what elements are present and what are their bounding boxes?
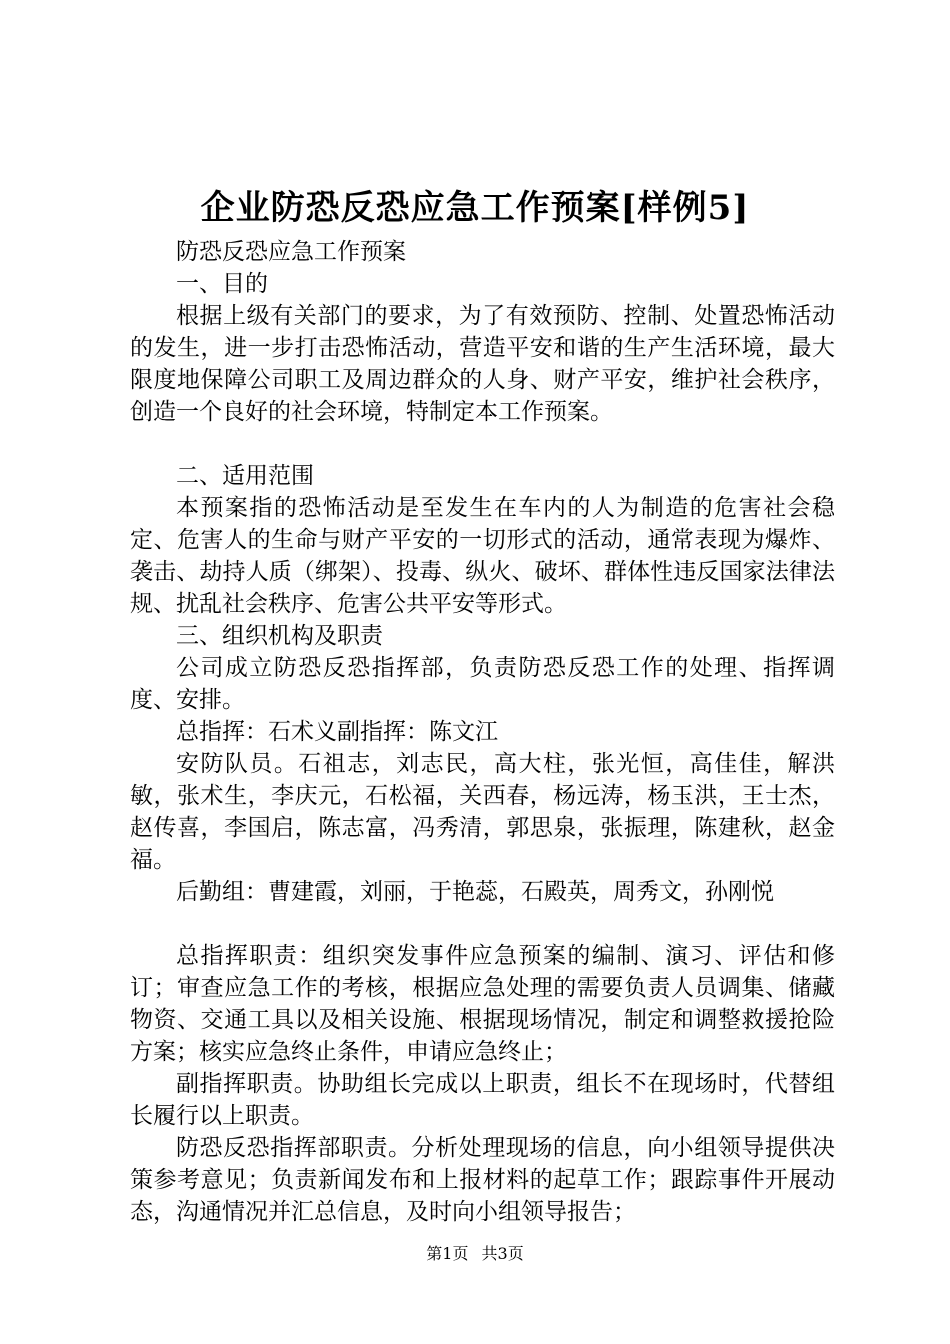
paragraph-heading: 防恐反恐应急工作预案 <box>176 239 406 265</box>
document-body <box>130 236 835 1228</box>
paragraph-scope: 本预案指的恐怖活动是至发生在车内的人为制造的危害社会稳定、危害人的生命与财产平安的一切形式的活动，通常表现为爆炸、袭击、劫持人质（绑架）、投毒、纵火、破坏、群体性违反国家法律法规、扰乱社会秩序、危害公共平安等形式。 <box>130 495 835 617</box>
blank-line <box>130 428 835 460</box>
paragraph-organization: 公司成立防恐反恐指挥部，负责防恐反恐工作的处理、指挥调度、安排。 <box>130 655 835 713</box>
paragraph-deputy-duties: 副指挥职责。协助组长完成以上职责，组长不在现场时，代替组长履行以上职责。 <box>130 1071 835 1129</box>
paragraph-hq-duties: 防恐反恐指挥部职责。分析处理现场的信息，向小组领导提供决策参考意见；负责新闻发布和上报材料的起草工作；跟踪事件开展动态，沟通情况并汇总信息，及时向小组领导报告； <box>130 1135 835 1225</box>
page-total: 共3页 <box>481 1244 524 1263</box>
paragraph-security-team: 安防队员。石祖志，刘志民，高大柱，张光恒，高佳佳，解洪敏，张术生，李庆元，石松福，关西春，杨远涛，杨玉洪，王士杰，赵传喜，李国启，陈志富，冯秀清，郭思泉，张振理，陈建秋，赵金福。 <box>130 751 835 873</box>
section-heading-purpose: 一、目的 <box>176 271 268 297</box>
document-title: 企业防恐反恐应急工作预案[样例5] <box>200 188 750 228</box>
paragraph-commander-duties: 总指挥职责：组织突发事件应急预案的编制、演习、评估和修订；审查应急工作的考核，根据应急处理的需要负责人员调集、储藏物资、交通工具以及相关设施、根据现场情况，制定和调整救援抢险方案；核实应急终止条件，申请应急终止； <box>130 943 835 1065</box>
paragraph-purpose: 根据上级有关部门的要求，为了有效预防、控制、处置恐怖活动的发生，进一步打击恐怖活动，营造平安和谐的生产生活环境，最大限度地保障公司职工及周边群众的人身、财产平安，维护社会秩序，创造一个良好的社会环境，特制定本工作预案。 <box>130 303 835 425</box>
paragraph-commanders: 总指挥：石术义副指挥：陈文江 <box>176 719 498 745</box>
paragraph-logistics-team: 后勤组：曹建霞，刘丽，于艳蕊，石殿英，周秀文，孙刚悦 <box>176 879 774 905</box>
page-number: 第1页 <box>426 1244 469 1263</box>
section-heading-organization: 三、组织机构及职责 <box>176 623 383 649</box>
page-footer <box>0 1244 950 1264</box>
section-heading-scope: 二、适用范围 <box>176 463 314 489</box>
blank-line <box>130 908 835 940</box>
